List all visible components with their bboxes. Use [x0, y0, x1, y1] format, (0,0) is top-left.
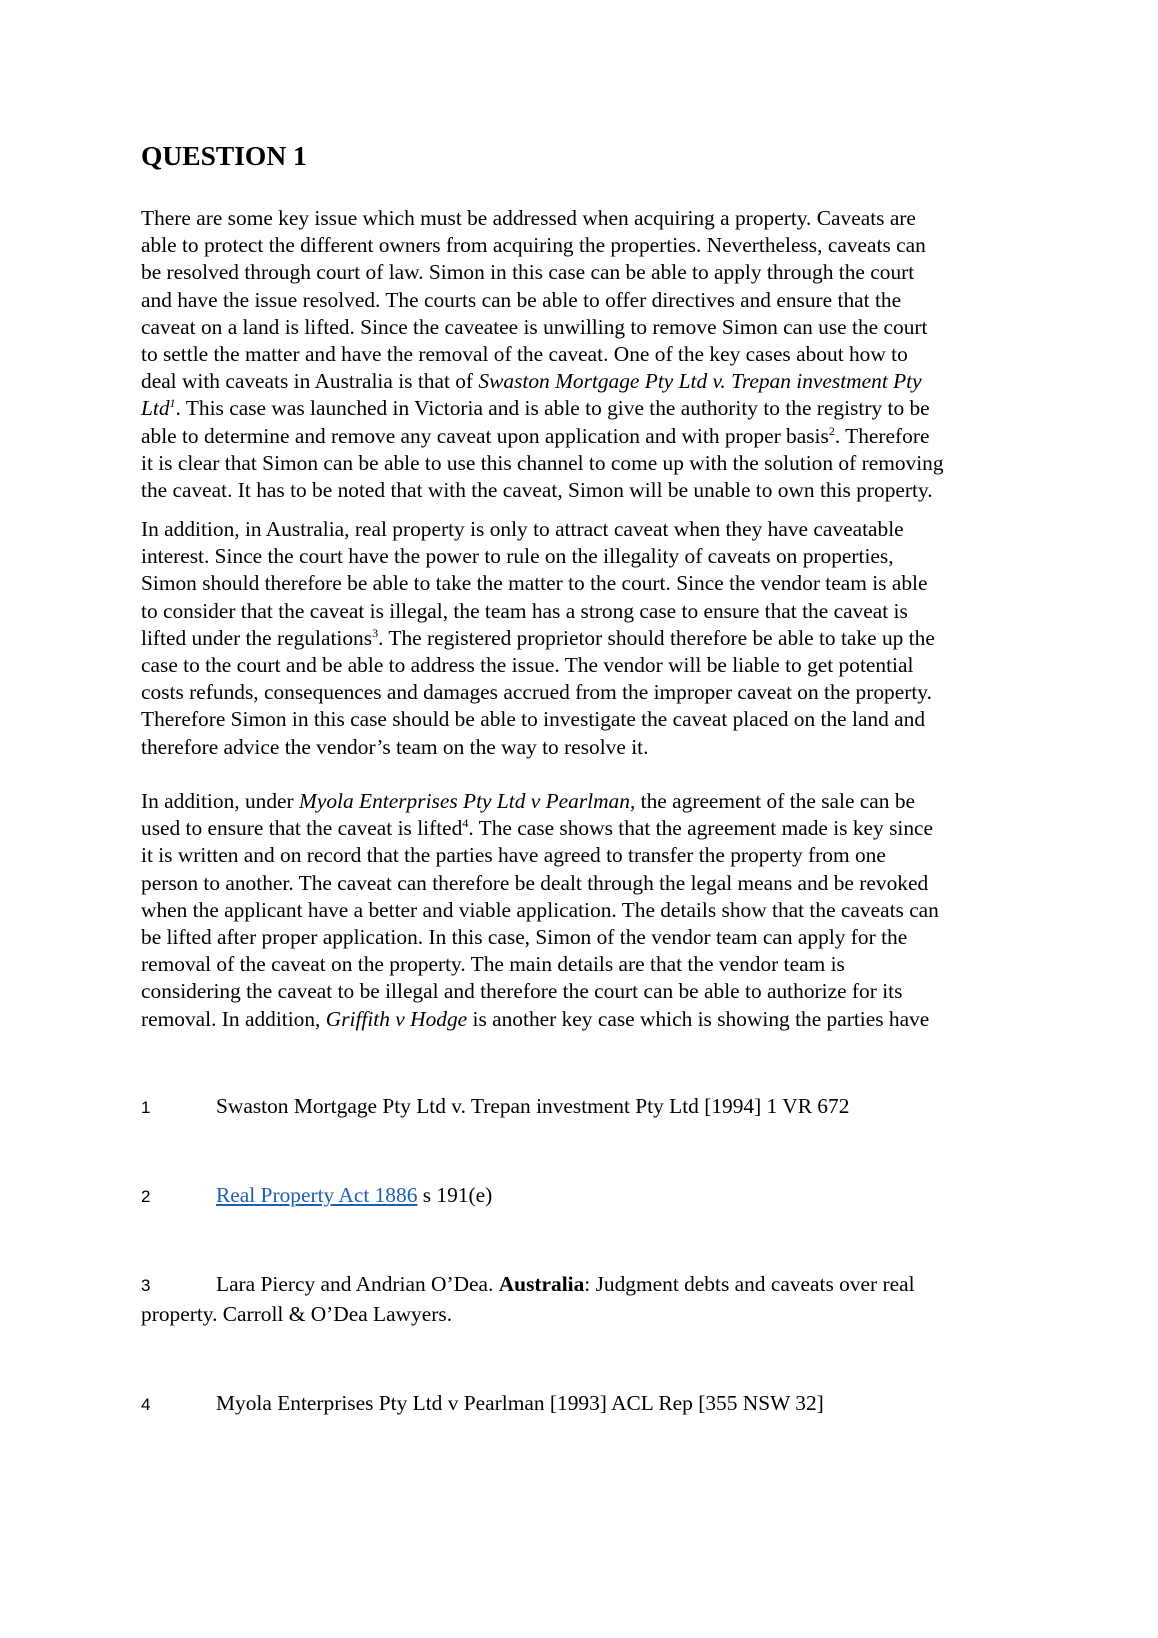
text-line: to consider that the caveat is illegal, the team has a strong case to ensure that the caveat is [141, 598, 908, 623]
text-run: used to ensure that the caveat is lifted [141, 816, 463, 841]
footnote-3 [141, 1270, 1021, 1328]
text-run: lifted under the regulations [141, 625, 373, 650]
text-line: when the applicant have a better and viable application. The details show that the caveats can [141, 897, 939, 922]
case-citation: Griffith v Hodge [325, 1006, 468, 1031]
text-run: able to determine and remove any caveat upon application and with proper basis [141, 423, 829, 448]
text-line: There are some key issue which must be addressed when acquiring a property. Caveats are [141, 206, 916, 230]
text-run: , the agreement of the sale can be [629, 789, 916, 813]
text-line: be resolved through court of law. Simon in this case can be able to apply through the court [141, 260, 915, 285]
text-line: therefore advice the vendor’s team on the way to resolve it. [141, 734, 649, 759]
text-line: to settle the matter and have the removal of the caveat. One of the key cases about how to [141, 341, 908, 366]
case-citation: Ltd [141, 396, 170, 421]
footnote-ref[interactable]: 2 [828, 423, 835, 438]
text-line: able to protect the different owners from acquiring the properties. Nevertheless, caveats can [141, 233, 926, 258]
footnote-text: s 191(e) [417, 1183, 493, 1207]
text-line: caveat on a land is lifted. Since the caveatee is unwilling to remove Simon can use the court [141, 314, 928, 339]
text-line: considering the caveat to be illegal and therefore the court can be able to authorize for its [141, 979, 903, 1004]
text-line: In addition, in Australia, real property is only to attract caveat when they have caveatable [141, 517, 904, 541]
paragraph-2 [141, 516, 1021, 761]
text-run: . Therefore [834, 423, 930, 448]
footnote-text: Lara Piercy and Andrian O’Dea. [216, 1272, 499, 1296]
footnote-1 [141, 1092, 1021, 1122]
footnote-ref[interactable]: 3 [372, 625, 379, 640]
case-citation: Myola Enterprises Pty Ltd v Pearlman [299, 789, 630, 813]
footnote-ref[interactable]: 4 [462, 816, 469, 831]
text-line: it is written and on record that the parties have agreed to transfer the property from one [141, 843, 886, 868]
text-line: be lifted after proper application. In this case, Simon of the vendor team can apply for the [141, 924, 908, 949]
text-line [141, 625, 1021, 652]
text-line: Simon should therefore be able to take the matter to the court. Since the vendor team is able [141, 571, 928, 596]
text-run: is another key case which is showing the parties have [467, 1006, 930, 1031]
text-line: costs refunds, consequences and damages accrued from the improper caveat on the property. [141, 680, 932, 705]
footnote-4 [141, 1389, 1021, 1419]
footnote-bold-text: Australia [498, 1272, 585, 1296]
footnote-ref[interactable]: 1 [169, 396, 176, 411]
real-property-act-link[interactable]: Real Property Act 1886 [216, 1183, 418, 1207]
footnote-number: 4 [141, 1395, 151, 1414]
text-run: . This case was launched in Victoria and is able to give the authority to the registry to be [175, 396, 930, 421]
footnote-number: 2 [141, 1187, 151, 1206]
paragraph-1 [141, 205, 1021, 504]
footnote-text: Swaston Mortgage Pty Ltd v. Trepan investment Pty Ltd [1994] 1 VR 672 [216, 1094, 850, 1118]
case-citation: Swaston Mortgage Pty Ltd v. Trepan investment Pty [478, 369, 922, 394]
text-run: deal with caveats in Australia is that of [141, 369, 479, 394]
text-line: the caveat. It has to be noted that with the caveat, Simon will be unable to own this property. [141, 477, 933, 502]
text-run: . The registered proprietor should therefore be able to take up the [378, 625, 935, 650]
footnote-2 [141, 1181, 1021, 1211]
footnote-text: Myola Enterprises Pty Ltd v Pearlman [1993] ACL Rep [355 NSW 32] [216, 1391, 824, 1415]
text-line [141, 788, 1021, 815]
text-line: and have the issue resolved. The courts can be able to offer directives and ensure that the [141, 287, 902, 312]
footnote-number: 3 [141, 1276, 151, 1295]
text-run: In addition, under [141, 789, 300, 813]
text-line: interest. Since the court have the power to rule on the illegality of caveats on properties, [141, 544, 894, 569]
text-line: it is clear that Simon can be able to use this channel to come up with the solution of removing [141, 450, 944, 475]
text-run: . The case shows that the agreement made is key since [468, 816, 934, 841]
footnote-text: : Judgment debts and caveats over real [584, 1272, 915, 1296]
footnote-text: property. Carroll & O’Dea Lawyers. [141, 1302, 453, 1326]
paragraph-3 [141, 788, 1021, 1033]
text-line [141, 368, 1021, 395]
text-line: removal of the caveat on the property. The main details are that the vendor team is [141, 952, 845, 977]
text-line: Therefore Simon in this case should be able to investigate the caveat placed on the land and [141, 707, 926, 732]
text-line [141, 423, 1021, 450]
text-line: case to the court and be able to address the issue. The vendor will be liable to get potential [141, 652, 914, 677]
text-line [141, 815, 1021, 842]
text-line [141, 395, 1021, 422]
text-line: person to another. The caveat can therefore be dealt through the legal means and be revoked [141, 870, 929, 895]
text-line [141, 1006, 1021, 1033]
page-title: QUESTION 1 [141, 140, 307, 171]
text-run: removal. In addition, [141, 1006, 326, 1031]
footnote-number: 1 [141, 1098, 151, 1117]
